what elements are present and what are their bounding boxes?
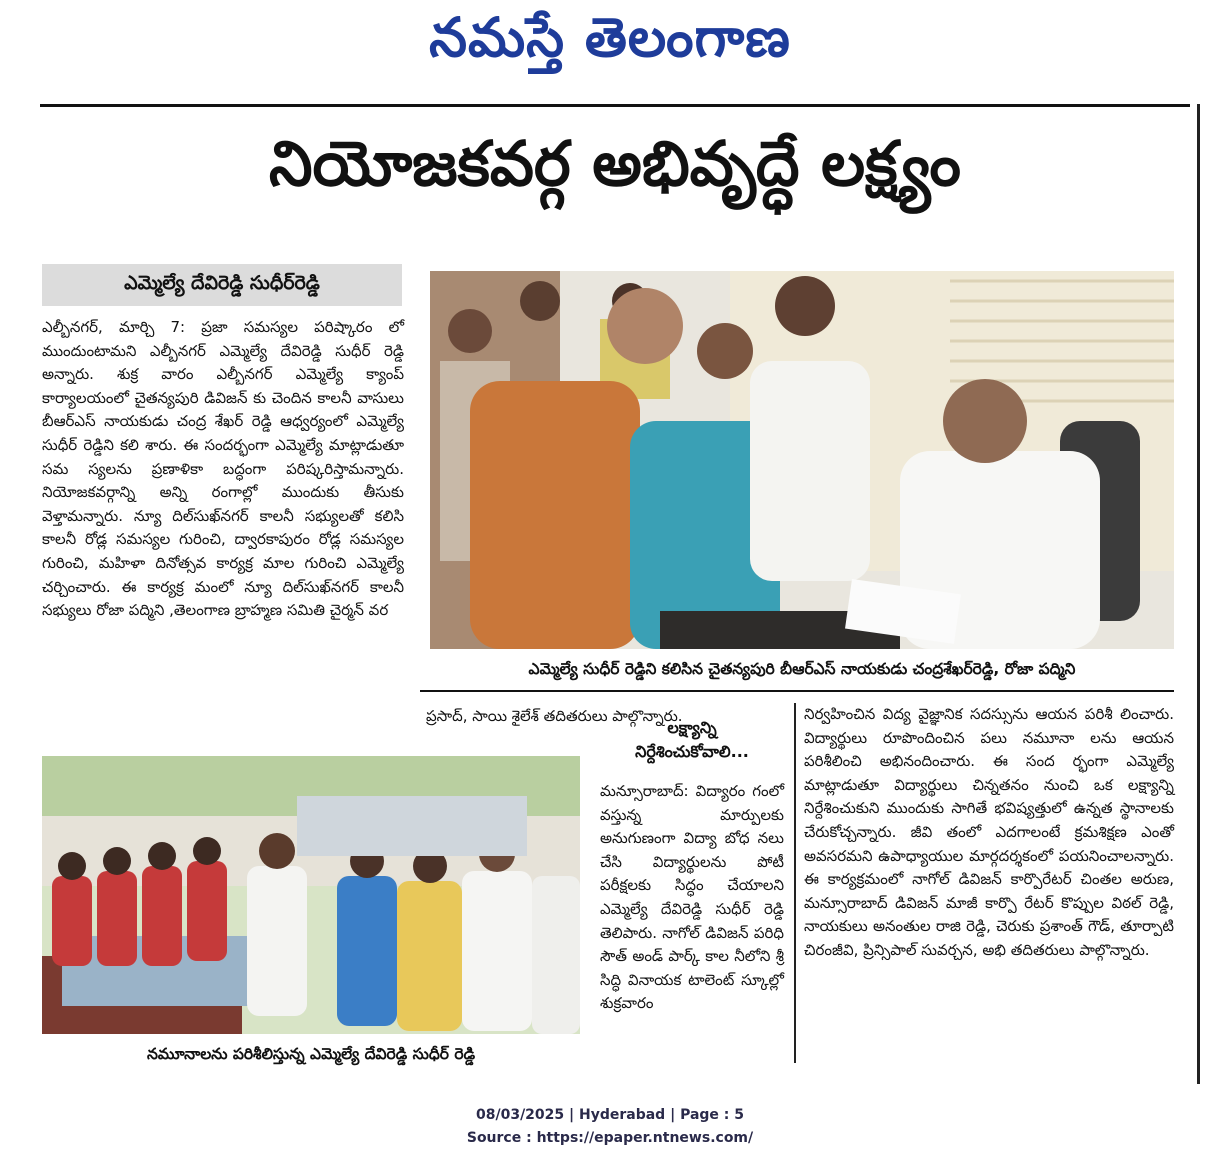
footer-date-line: 08/03/2025 | Hyderabad | Page : 5 bbox=[475, 1107, 745, 1123]
story2-right-column: నిర్వహించిన విద్య వైజ్ఞానిక సదస్సును ఆయన పరిశీ లించారు. విద్యార్థులు రూపొందించిన పలు నమూనా లను ఆయన పరిశీలించి అభినందించారు. ఈ సంద ర్భంగా ఎమ్మెల్యే మాట్లాడుతూ విద్యార్థులు చిన్నతనం నుంచి ఒక లక్ష్యాన్ని నిర్దేశించుకుని ముందుకు సాగితే భవిష్యత్తులో ఉన్నత స్థానాలకు చేరుకోచ్చన్నారు. జీవి తంలో ఎదగాలంటే క్రమశిక్షణ ఎంతో అవసరమని ఉపాధ్యాయుల మార్గదర్శకంలో పయనించాలన్నారు. ఈ కార్యక్రమంలో నాగోల్‌ డివిజన్‌ కార్పొరేటర్‌ చింతల అరుణ, మన్సూరాబాద్‌ డివిజన్‌ మాజీ కార్పొ రేటర్‌ కొప్పుల విఠల్‌ రెడ్డి, నాయకులు అనంతుల రాజి రెడ్డి, చెరుకు ప్రశాంత్‌ గౌడ్‌, తూర్పాటి చిరంజీవి, ప్రిన్సిపాల్‌ సువర్చన, అభి తదితరులు పాల్గొన్నారు. bbox=[804, 705, 1174, 959]
story1-body: ఎల్బీనగర్‌, మార్చి 7: ప్రజా సమస్యల పరిష్కారం లో ముందుంటామని ఎల్బీనగర్‌ ఎమ్మెల్యే దేవిరెడ్డి సుధీర్‌ రెడ్డి అన్నారు. శుక్ర వారం ఎల్బీనగర్‌ ఎమ్మెల్యే క్యాంప్‌ కార్యాలయంలో చైతన్యపురి డివిజన్‌ కు చెందిన కాలనీ వాసులు బీఆర్‌ఎస్‌ నాయకుడు చంద్ర శేఖర్‌ రెడ్డి ఆధ్వర్యంలో ఎమ్మెల్యే సుధీర్‌ రెడ్డిని కలి శారు. ఈ సందర్భంగా ఎమ్మెల్యే మాట్లాడుతూ సమ స్యలను ప్రణాళికా బద్ధంగా పరిష్కరిస్తామన్నారు. నియోజకవర్గాన్ని అన్ని రంగాల్లో ముందుకు తీసుకు వెళ్తామన్నారు. న్యూ దిల్‌సుఖ్‌నగర్‌ కాలనీ సభ్యులతో కలిసి కాలనీ రోడ్ల సమస్యల గురించి, ద్వారకాపురం రోడ్ల సమస్యల గురించి, మహిళా దినోత్సవ కార్యక్ర మాల గురించి ఎమ్మెల్యే చర్చించారు. ఈ కార్యక్ర మంలో న్యూ దిల్‌సుఖ్‌నగర్‌ కాలనీ సభ్యులు రోజా పద్మిని ,తెలంగాణ బ్రాహ్మణ సమితి చైర్మన్‌ వర bbox=[42, 318, 404, 620]
story1-continuation: ప్రసాద్‌, సాయి శైలేశ్‌ తదితరులు పాల్గొన్నారు. bbox=[426, 707, 683, 725]
story2-subheading bbox=[600, 716, 784, 764]
newspaper-masthead: నమస్తే తెలంగాణ bbox=[429, 6, 791, 69]
page-right-border bbox=[1197, 104, 1200, 1084]
column-divider bbox=[794, 703, 796, 1063]
caption-rule bbox=[420, 690, 1174, 692]
story2-subheading-line1: లక్ష్యాన్ని bbox=[667, 718, 717, 737]
meeting-photo-illustration bbox=[430, 271, 1174, 649]
masthead-rule bbox=[40, 104, 1190, 107]
story2-subheading-line2: నిర్దేశించుకోవాలి... bbox=[635, 742, 749, 761]
footer-source-line: Source : https://epaper.ntnews.com/ bbox=[466, 1130, 754, 1146]
science-fair-photo bbox=[42, 756, 580, 1034]
article-headline: నియోజకవర్గ అభివృద్ధే లక్ష్యం bbox=[268, 127, 961, 200]
meeting-photo bbox=[430, 271, 1174, 649]
science-fair-illustration bbox=[42, 756, 580, 1034]
meeting-photo-caption: ఎమ్మెల్యే సుధీర్‌ రెడ్డిని కలిసిన చైతన్యపురి బీఆర్‌ఎస్‌ నాయకుడు చంద్రశేఖర్‌రెడ్డి, రోజా పద్మిని bbox=[528, 660, 1076, 678]
article-byline: ఎమ్మెల్యే దేవిరెడ్డి సుధీర్‌రెడ్డి bbox=[42, 264, 402, 306]
story2-left-column: మన్సూరాబాద్‌: విద్యారం గంలో వస్తున్న మార్పులకు అనుగుణంగా విద్యా బోధ నలు చేసి విద్యార్థులను పోటీ పరీక్షలకు సిద్ధం చేయాలని ఎమ్మెల్యే దేవిరెడ్డి సుధీర్‌ రెడ్డి తెలిపారు. నాగోల్‌ డివిజన్‌ పరిధి సౌత్‌ అండ్‌ పార్క్‌ కాల నీలోని శ్రీ సిద్ధి వినాయక టాలెంట్‌ స్కూల్లో శుక్రవారం bbox=[600, 782, 784, 1013]
science-fair-caption: నమూనాలను పరిశీలిస్తున్న ఎమ్మెల్యే దేవిరెడ్డి సుధీర్‌ రెడ్డి bbox=[146, 1045, 476, 1063]
